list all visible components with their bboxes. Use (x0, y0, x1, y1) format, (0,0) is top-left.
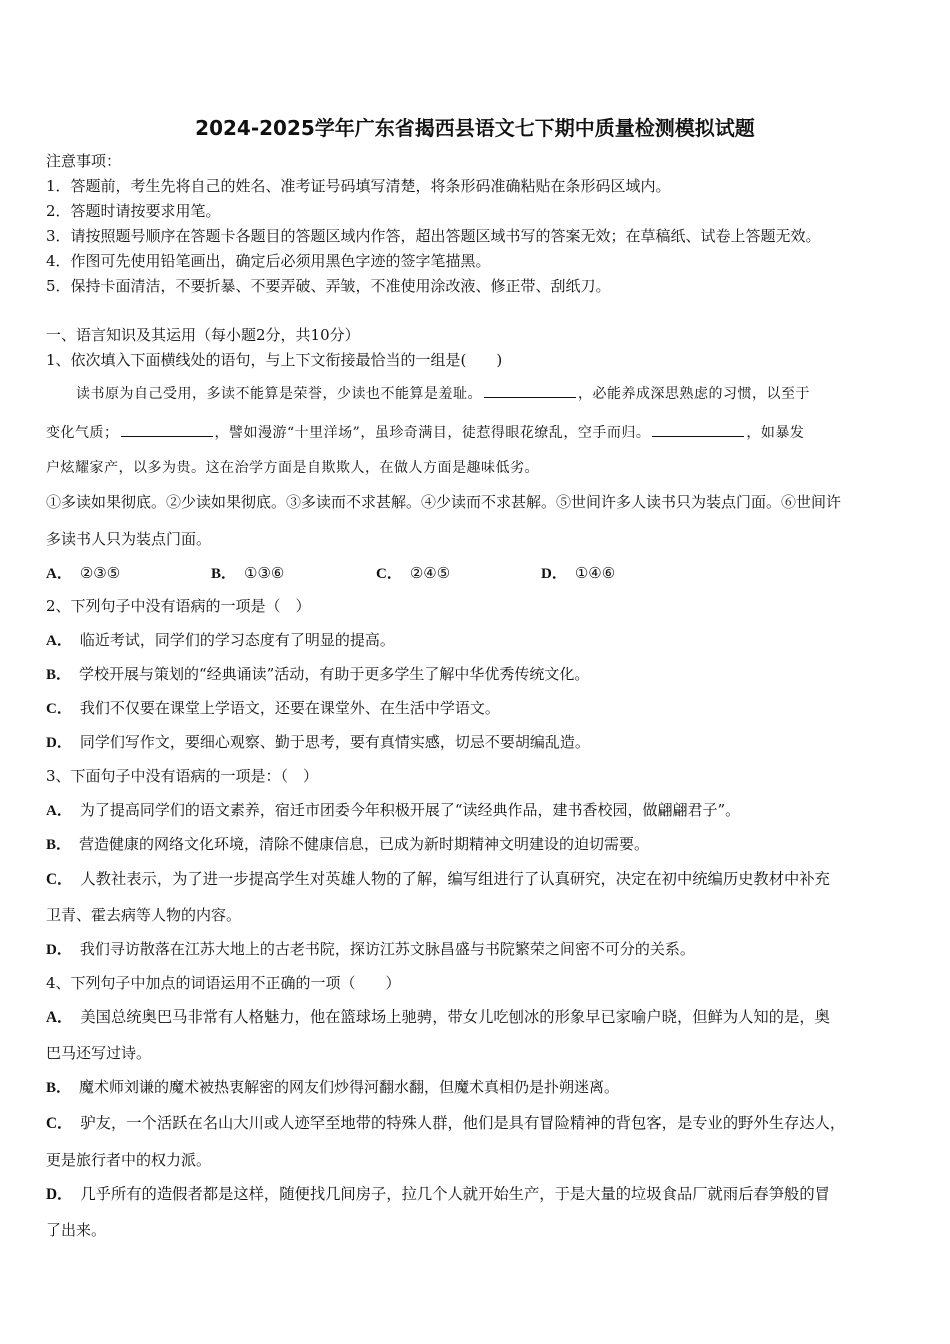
choice-b[interactable]: B． ①③⑥ (211, 564, 285, 582)
option-d[interactable]: D． 同学们写作文，要细心观察、勤于思考，要有真情实感，切忌不要胡编乱造。 (46, 733, 590, 751)
option-continuation: 卫青、霍去病等人物的内容。 (46, 906, 242, 924)
option-c[interactable]: C． 驴友，一个活跃在名山大川或人迹罕至地带的特殊人群，他们是具有冒险精神的背包客，是专业的野外生存达人， (46, 1114, 846, 1132)
question-stem: 4、下列句子中加点的词语运用不正确的一项（ ） (46, 974, 401, 992)
section-heading: 一、语言知识及其运用（每小题2分，共10分） (46, 326, 360, 344)
option-a[interactable]: A． 美国总统奥巴马非常有人格魅力，他在篮球场上驰骋，带女儿吃刨冰的形象早已家喻户晓，但鲜为人知的是，奥 (46, 1008, 830, 1026)
notice-item: 2．答题时请按要求用笔。 (46, 202, 221, 220)
choice-a[interactable]: A． ②③⑤ (46, 564, 121, 582)
option-continuation: 巴马还写过诗。 (46, 1044, 152, 1062)
page-title: 2024-2025学年广东省揭西县语文七下期中质量检测模拟试题 (195, 116, 755, 140)
choice-d[interactable]: D． ①④⑥ (541, 564, 616, 582)
passage-text: 变化气质； (46, 425, 119, 441)
question-stem: 1、依次填入下面横线处的语句，与上下文衔接最恰当的一组是( ) (46, 351, 503, 369)
option-b[interactable]: B． 营造健康的网络文化环境，清除不健康信息，已成为新时期精神文明建设的迫切需要。 (46, 835, 650, 853)
option-d[interactable]: D． 我们寻访散落在江苏大地上的古老书院，探访江苏文脉昌盛与书院繁荣之间密不可分的关系。 (46, 940, 695, 958)
option-continuation: 更是旅行者中的权力派。 (46, 1151, 212, 1169)
question-stem: 2、下列句子中没有语病的一项是（ ） (46, 597, 311, 615)
option-d[interactable]: D． 几乎所有的造假者都是这样，随便找几间房子，拉几个人就开始生产，于是大量的垃圾食品厂就雨后春笋般的冒 (46, 1185, 830, 1203)
notice-item: 4．作图可先使用铅笔画出，确定后必须用黑色字迹的签字笔描黑。 (46, 252, 491, 270)
option-a[interactable]: A． 临近考试，同学们的学习态度有了明显的提高。 (46, 631, 395, 649)
passage-text: ，譬如漫游“十里洋场”，虽珍奇满目，徒惹得眼花缭乱，空手而归。 (214, 425, 651, 441)
option-b[interactable]: B． 学校开展与策划的“经典诵读”活动，有助于更多学生了解中华优秀传统文化。 (46, 665, 590, 683)
option-continuation: 了出来。 (46, 1221, 107, 1239)
answer-blank (484, 383, 576, 398)
option-c[interactable]: C． 人教社表示，为了进一步提高学生对英雄人物的了解，编写组进行了认真研究，决定在初中统编历史教材中补充 (46, 870, 830, 888)
sentence-list: ①多读如果彻底。②少读如果彻底。③多读而不求甚解。④少读而不求甚解。⑤世间许多人读书只为装点门面。⑥世间许 (46, 493, 842, 511)
passage-line (76, 383, 810, 404)
notice-item: 5．保持卡面清洁，不要折暴、不要弄破、弄皱，不准使用涂改液、修正带、刮纸刀。 (46, 277, 611, 295)
answer-blank (652, 422, 744, 437)
option-b[interactable]: B． 魔术师刘谦的魔术被热衷解密的网友们炒得河翻水翻，但魔术真相仍是扑朔迷离。 (46, 1078, 620, 1096)
sentence-list: 多读书人只为装点门面。 (46, 530, 212, 548)
option-c[interactable]: C． 我们不仅要在课堂上学语文，还要在课堂外、在生活中学语文。 (46, 699, 500, 717)
choice-row (46, 563, 706, 584)
passage-text: ，如暴发 (746, 425, 805, 441)
passage-line: 户炫耀家产，以多为贵。这在治学方面是自欺欺人，在做人方面是趣味低劣。 (46, 460, 539, 476)
passage-text: 读书原为自己受用，多读不能算是荣誉，少读也不能算是羞耻。 (76, 386, 482, 402)
passage-line (46, 422, 804, 443)
passage-text: ，必能养成深思熟虑的习惯，以至于 (578, 386, 810, 402)
notice-item: 1．答题前，考生先将自己的姓名、准考证号码填写清楚，将条形码准确粘贴在条形码区域内。 (46, 177, 671, 195)
notice-item: 3．请按照题号顺序在答题卡各题目的答题区域内作答，超出答题区域书写的答案无效；在草稿纸、试卷上答题无效。 (46, 227, 821, 245)
choice-c[interactable]: C． ②④⑤ (376, 564, 451, 582)
question-stem: 3、下面句子中没有语病的一项是：（ ） (46, 767, 319, 785)
notice-heading: 注意事项： (46, 152, 122, 170)
option-a[interactable]: A． 为了提高同学们的语文素养，宿迁市团委今年积极开展了“读经典作品，建书香校园，做翩翩君子”。 (46, 801, 741, 819)
answer-blank (121, 422, 213, 437)
